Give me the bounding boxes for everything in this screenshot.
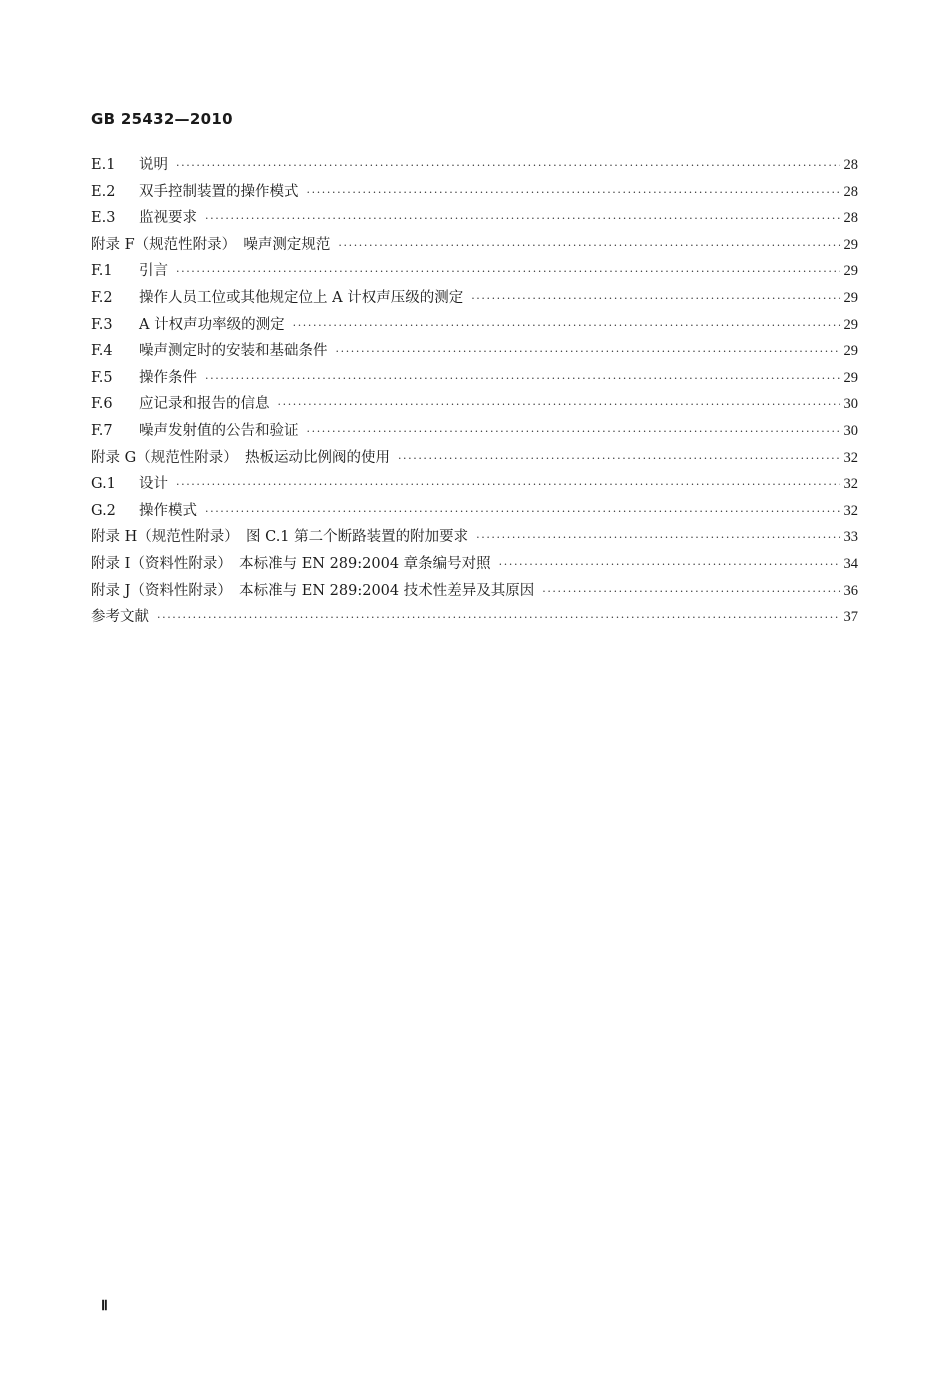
toc-entry-number: F.2 — [91, 289, 113, 306]
toc-entry-page: 29 — [843, 289, 858, 306]
toc-entry[interactable] — [91, 605, 858, 632]
toc-entry[interactable] — [91, 180, 858, 207]
toc-entry[interactable] — [91, 472, 858, 499]
toc-entry-title: 噪声测定时的安装和基础条件 — [139, 343, 328, 360]
toc-entry-page: 28 — [843, 183, 858, 200]
toc-entry[interactable] — [91, 153, 858, 180]
toc-leader-dots — [542, 585, 839, 598]
toc-entry[interactable] — [91, 579, 858, 606]
toc-entry[interactable] — [91, 259, 858, 286]
toc-entry-number: G.2 — [91, 502, 116, 519]
toc-leader-dots — [205, 505, 840, 518]
toc-leader-dots — [176, 478, 840, 491]
toc-entry[interactable] — [91, 233, 858, 260]
toc-leader-dots — [476, 531, 839, 544]
toc-entry-page: 29 — [843, 263, 858, 280]
toc-entry-page: 33 — [843, 529, 858, 546]
toc-entry-page: 28 — [843, 210, 858, 227]
toc-entry[interactable] — [91, 339, 858, 366]
toc-entry-page: 32 — [843, 449, 858, 466]
toc-leader-dots — [471, 292, 839, 305]
toc-leader-dots — [205, 212, 840, 225]
toc-leader-dots — [338, 239, 839, 252]
toc-entry-number: F.3 — [91, 316, 113, 333]
toc-leader-dots — [336, 345, 840, 358]
toc-entry[interactable] — [91, 392, 858, 419]
toc-entry-number: G.1 — [91, 476, 116, 493]
toc-entry[interactable] — [91, 366, 858, 393]
toc-entry-number: E.3 — [91, 210, 116, 227]
toc-leader-dots — [278, 398, 840, 411]
toc-entry-title: 附录 H（规范性附录） 图 C.1 第二个断路装置的附加要求 — [91, 529, 469, 546]
toc-entry[interactable] — [91, 446, 858, 473]
toc-entry-title: 引言 — [139, 263, 168, 280]
toc-entry-title: 附录 G（规范性附录） 热板运动比例阀的使用 — [91, 449, 390, 466]
toc-entry-title: 监视要求 — [139, 210, 197, 227]
toc-entry[interactable] — [91, 499, 858, 526]
table-of-contents — [91, 153, 858, 632]
toc-leader-dots — [307, 425, 840, 438]
toc-entry[interactable] — [91, 525, 858, 552]
toc-entry-title: 附录 F（规范性附录） 噪声测定规范 — [91, 236, 331, 253]
toc-leader-dots — [176, 265, 840, 278]
toc-entry-number: F.6 — [91, 396, 113, 413]
toc-leader-dots — [157, 611, 840, 624]
toc-entry-number: F.5 — [91, 369, 113, 386]
toc-entry-title: 操作条件 — [139, 369, 197, 386]
toc-entry-page: 36 — [843, 582, 858, 599]
toc-entry-page: 34 — [843, 555, 858, 572]
toc-entry[interactable] — [91, 419, 858, 446]
toc-entry-page: 29 — [843, 343, 858, 360]
toc-leader-dots — [205, 372, 840, 385]
toc-leader-dots — [307, 186, 840, 199]
toc-entry[interactable] — [91, 552, 858, 579]
toc-leader-dots — [293, 319, 840, 332]
toc-entry[interactable] — [91, 313, 858, 340]
toc-entry-title: 附录 I（资料性附录） 本标准与 EN 289:2004 章条编号对照 — [91, 555, 491, 572]
toc-entry-page: 32 — [843, 476, 858, 493]
toc-entry[interactable] — [91, 286, 858, 313]
toc-leader-dots — [499, 558, 840, 571]
toc-entry-page: 37 — [843, 609, 858, 626]
toc-entry-title: 噪声发射值的公告和验证 — [139, 422, 299, 439]
toc-leader-dots — [176, 159, 840, 172]
toc-entry-number: E.2 — [91, 183, 116, 200]
toc-entry-page: 30 — [843, 422, 858, 439]
toc-entry-title: 应记录和报告的信息 — [139, 396, 270, 413]
toc-entry-number: F.1 — [91, 263, 113, 280]
toc-entry-page: 29 — [843, 236, 858, 253]
toc-leader-dots — [398, 452, 840, 465]
toc-entry-title: 双手控制装置的操作模式 — [139, 183, 299, 200]
toc-entry-page: 29 — [843, 316, 858, 333]
toc-entry-title: 设计 — [139, 476, 168, 493]
toc-entry-title: 参考文献 — [91, 609, 149, 626]
toc-entry-page: 30 — [843, 396, 858, 413]
toc-entry-title: 说明 — [139, 157, 168, 173]
toc-entry[interactable] — [91, 206, 858, 233]
toc-entry-number: F.7 — [91, 422, 113, 439]
toc-entry-page: 32 — [843, 502, 858, 519]
page-number: Ⅱ — [101, 1299, 108, 1314]
toc-entry-title: 附录 J（资料性附录） 本标准与 EN 289:2004 技术性差异及其原因 — [91, 582, 535, 599]
toc-entry-page: 28 — [843, 157, 858, 173]
toc-entry-page: 29 — [843, 369, 858, 386]
toc-entry-title: 操作模式 — [139, 502, 197, 519]
toc-entry-number: E.1 — [91, 157, 116, 173]
toc-entry-title: 操作人员工位或其他规定位上 A 计权声压级的测定 — [139, 289, 464, 306]
toc-entry-number: F.4 — [91, 343, 113, 360]
toc-entry-title: A 计权声功率级的测定 — [139, 316, 285, 333]
document-id: GB 25432—2010 — [91, 110, 233, 128]
